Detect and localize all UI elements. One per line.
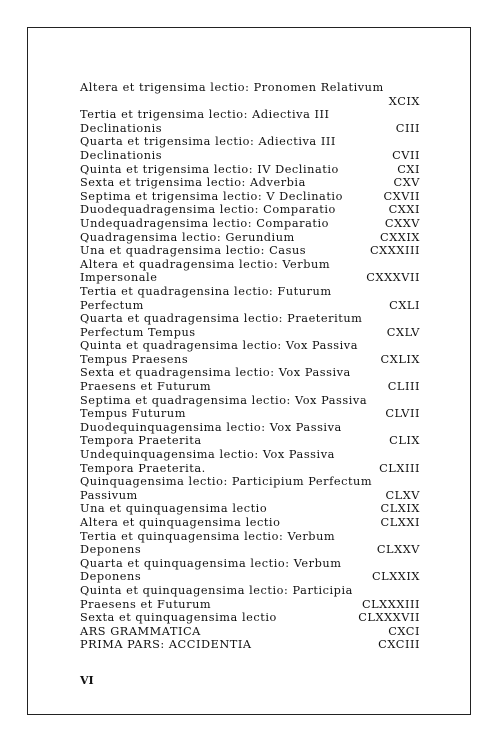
toc-entry-page: CLXIX bbox=[380, 502, 420, 516]
toc-entry-title: Passivum bbox=[80, 488, 138, 502]
toc-entry-title: Praesens et Futurum bbox=[80, 597, 212, 611]
toc-entry-page: CXV bbox=[393, 176, 420, 190]
toc-entry[interactable] bbox=[80, 475, 420, 502]
toc-entry-page: CXCIII bbox=[378, 638, 420, 652]
toc-entry-title: Impersonale bbox=[80, 271, 158, 285]
toc-entry[interactable] bbox=[80, 339, 420, 366]
toc-entry-page: CXXIX bbox=[380, 230, 420, 244]
toc-entry-page: CLXIII bbox=[379, 461, 420, 475]
toc-entry-title: Declinationis bbox=[80, 121, 163, 135]
toc-entry-title: Tempora Praeterita. bbox=[80, 461, 206, 475]
toc-entry-title: Declinationis bbox=[80, 148, 163, 162]
toc-entry-page: CLIX bbox=[389, 434, 420, 448]
toc-entry-title: ARS GRAMMATICA bbox=[80, 624, 201, 638]
toc-entry-page: CLXV bbox=[385, 488, 420, 502]
toc-entry-title: Deponens bbox=[80, 543, 142, 557]
toc-entry-title: Tertia et quinquagensima lectio: Verbum bbox=[80, 529, 336, 543]
toc-entry-title: Sexta et quinquagensima lectio bbox=[80, 611, 277, 625]
toc-entry-page: CXI bbox=[397, 162, 420, 176]
toc-entry-page: CLIII bbox=[387, 380, 420, 394]
toc-entry[interactable] bbox=[80, 516, 420, 530]
toc-entry[interactable] bbox=[80, 285, 420, 312]
toc-entry-title: Tertia et trigensima lectio: Adiectiva III bbox=[80, 108, 330, 122]
toc-entry[interactable] bbox=[80, 611, 420, 625]
toc-entry-title: Quarta et quadragensima lectio: Praeteritum bbox=[80, 312, 363, 326]
toc-entry[interactable] bbox=[80, 244, 420, 258]
toc-entry[interactable] bbox=[80, 258, 420, 285]
toc-entry-page: CXXXVII bbox=[366, 271, 420, 285]
toc-entry[interactable] bbox=[80, 135, 420, 162]
toc-entry[interactable] bbox=[80, 625, 420, 639]
toc-entry-title: Tertia et quadragensina lectio: Futurum bbox=[80, 284, 332, 298]
toc-entry[interactable] bbox=[80, 421, 420, 448]
toc-entry-page: CXLV bbox=[386, 325, 420, 339]
toc-entry-title: Duodequinquagensima lectio: Vox Passiva bbox=[80, 420, 342, 434]
toc-entry[interactable] bbox=[80, 163, 420, 177]
toc-entry-title: Quinquagensima lectio: Participium Perfectum bbox=[80, 475, 373, 489]
toc-entry[interactable] bbox=[80, 217, 420, 231]
toc-entry[interactable] bbox=[80, 448, 420, 475]
toc-entry-title: Quinta et trigensima lectio: IV Declinatio bbox=[80, 162, 339, 176]
toc-entry-page: CXLI bbox=[389, 298, 420, 312]
table-of-contents bbox=[80, 81, 420, 652]
toc-entry-page: XCIX bbox=[388, 94, 420, 108]
toc-entry-title: Quadragensima lectio: Gerundium bbox=[80, 230, 295, 244]
toc-entry-title: Undequadragensima lectio: Comparatio bbox=[80, 216, 329, 230]
toc-entry-page: CXXV bbox=[384, 216, 420, 230]
toc-entry-title: PRIMA PARS: ACCIDENTIA bbox=[80, 638, 252, 652]
toc-entry[interactable] bbox=[80, 638, 420, 652]
toc-entry-title: Tempus Praesens bbox=[80, 352, 189, 366]
toc-entry-page: CLXXXVII bbox=[358, 611, 420, 625]
toc-entry-title: Deponens bbox=[80, 570, 142, 584]
toc-entry[interactable] bbox=[80, 231, 420, 245]
toc-entry-title: Altera et quadragensima lectio: Verbum bbox=[80, 257, 331, 271]
toc-entry-page: CXXXIII bbox=[369, 244, 420, 258]
toc-entry[interactable] bbox=[80, 81, 420, 108]
toc-entry-page: CLXXI bbox=[380, 516, 420, 529]
toc-entry-title: Quarta et trigensima lectio: Adiectiva III bbox=[80, 135, 336, 149]
toc-entry-title: Septima et trigensima lectio: V Declinatio bbox=[80, 189, 343, 203]
toc-entry[interactable] bbox=[80, 394, 420, 421]
toc-entry-page: CVII bbox=[392, 148, 420, 162]
page-number: VI bbox=[80, 674, 94, 687]
toc-entry-title: Altera et trigensima lectio: Pronomen Relativum bbox=[80, 81, 384, 94]
toc-entry-page: CXLIX bbox=[380, 352, 420, 366]
toc-entry-title: Perfectum Tempus bbox=[80, 325, 196, 339]
toc-entry-page: CLVII bbox=[385, 407, 420, 421]
toc-entry-title: Sexta et quadragensima lectio: Vox Passiva bbox=[80, 366, 351, 380]
toc-entry[interactable] bbox=[80, 530, 420, 557]
toc-entry-title: Praesens et Futurum bbox=[80, 380, 212, 394]
toc-entry-title: Tempora Praeterita bbox=[80, 434, 202, 448]
toc-entry-title: Quinta et quadragensima lectio: Vox Passiva bbox=[80, 339, 359, 353]
toc-entry[interactable] bbox=[80, 203, 420, 217]
toc-entry-title: Sexta et trigensima lectio: Adverbia bbox=[80, 176, 306, 190]
toc-entry-title: Perfectum bbox=[80, 298, 144, 312]
toc-entry-page: CXCI bbox=[388, 624, 420, 638]
toc-entry-page: CLXXV bbox=[376, 543, 420, 557]
toc-entry-page: CIII bbox=[395, 121, 420, 135]
toc-entry[interactable] bbox=[80, 557, 420, 584]
toc-entry-title: Una et quinquagensima lectio bbox=[80, 502, 268, 516]
toc-entry[interactable] bbox=[80, 366, 420, 393]
toc-entry[interactable] bbox=[80, 190, 420, 204]
toc-entry[interactable] bbox=[80, 108, 420, 135]
toc-entry-title: Una et quadragensima lectio: Casus bbox=[80, 244, 307, 258]
toc-entry-title: Quinta et quinquagensima lectio: Participia bbox=[80, 583, 353, 597]
toc-entry[interactable] bbox=[80, 176, 420, 190]
toc-entry-title: Duodequadragensima lectio: Comparatio bbox=[80, 203, 336, 217]
toc-entry-title: Undequinquagensima lectio: Vox Passiva bbox=[80, 448, 335, 462]
toc-entry-title: Septima et quadragensima lectio: Vox Passiva bbox=[80, 393, 368, 407]
toc-entry-title: Quarta et quinquagensima lectio: Verbum bbox=[80, 556, 342, 570]
toc-entry-title: Tempus Futurum bbox=[80, 407, 186, 421]
toc-entry[interactable] bbox=[80, 312, 420, 339]
toc-entry[interactable] bbox=[80, 584, 420, 611]
toc-entry-page: CLXXXIII bbox=[361, 597, 420, 611]
toc-entry-title: Altera et quinquagensima lectio bbox=[80, 516, 281, 529]
toc-entry-page: CXVII bbox=[383, 189, 420, 203]
toc-entry-page: CXXI bbox=[388, 203, 420, 217]
toc-entry-page: CLXXIX bbox=[371, 570, 420, 584]
toc-entry[interactable] bbox=[80, 502, 420, 516]
